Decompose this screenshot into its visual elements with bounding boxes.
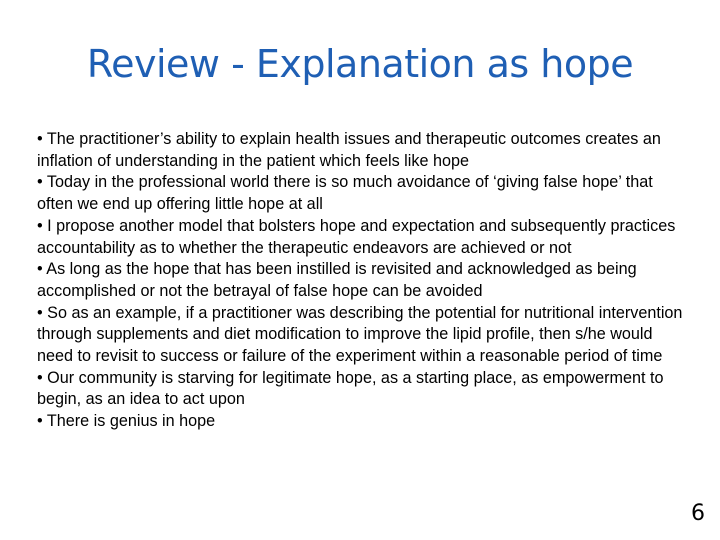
bullet-list	[37, 129, 687, 433]
bullet-item: • Today in the professional world there is so much avoidance of ‘giving false hope’ that often we end up offering little hope at all	[37, 173, 653, 214]
slide-title: Review - Explanation as hope	[86, 42, 634, 86]
bullet-item: • I propose another model that bolsters hope and expectation and subsequently practices accountability as to whether the therapeutic endeavors are achieved or not	[37, 216, 676, 257]
bullet-item: • So as an example, if a practitioner was describing the potential for nutritional intervention through supplements and diet modification to improve the lipid profile, then s/he would need to revisit to success or failure of the experiment within a reasonable period of time	[37, 303, 683, 366]
bullet-item: • The practitioner’s ability to explain health issues and therapeutic outcomes creates an inflation of understanding in the patient which feels like hope	[37, 130, 661, 170]
page-number: 6	[691, 501, 705, 526]
bullet-item: • As long as the hope that has been instilled is revisited and acknowledged as being accomplished or not the betrayal of false hope can be avoided	[37, 260, 637, 300]
bullet-item: • There is genius in hope	[37, 412, 216, 431]
bullet-item: • Our community is starving for legitimate hope, as a starting place, as empowerment to begin, as an idea to act upon	[37, 368, 664, 409]
